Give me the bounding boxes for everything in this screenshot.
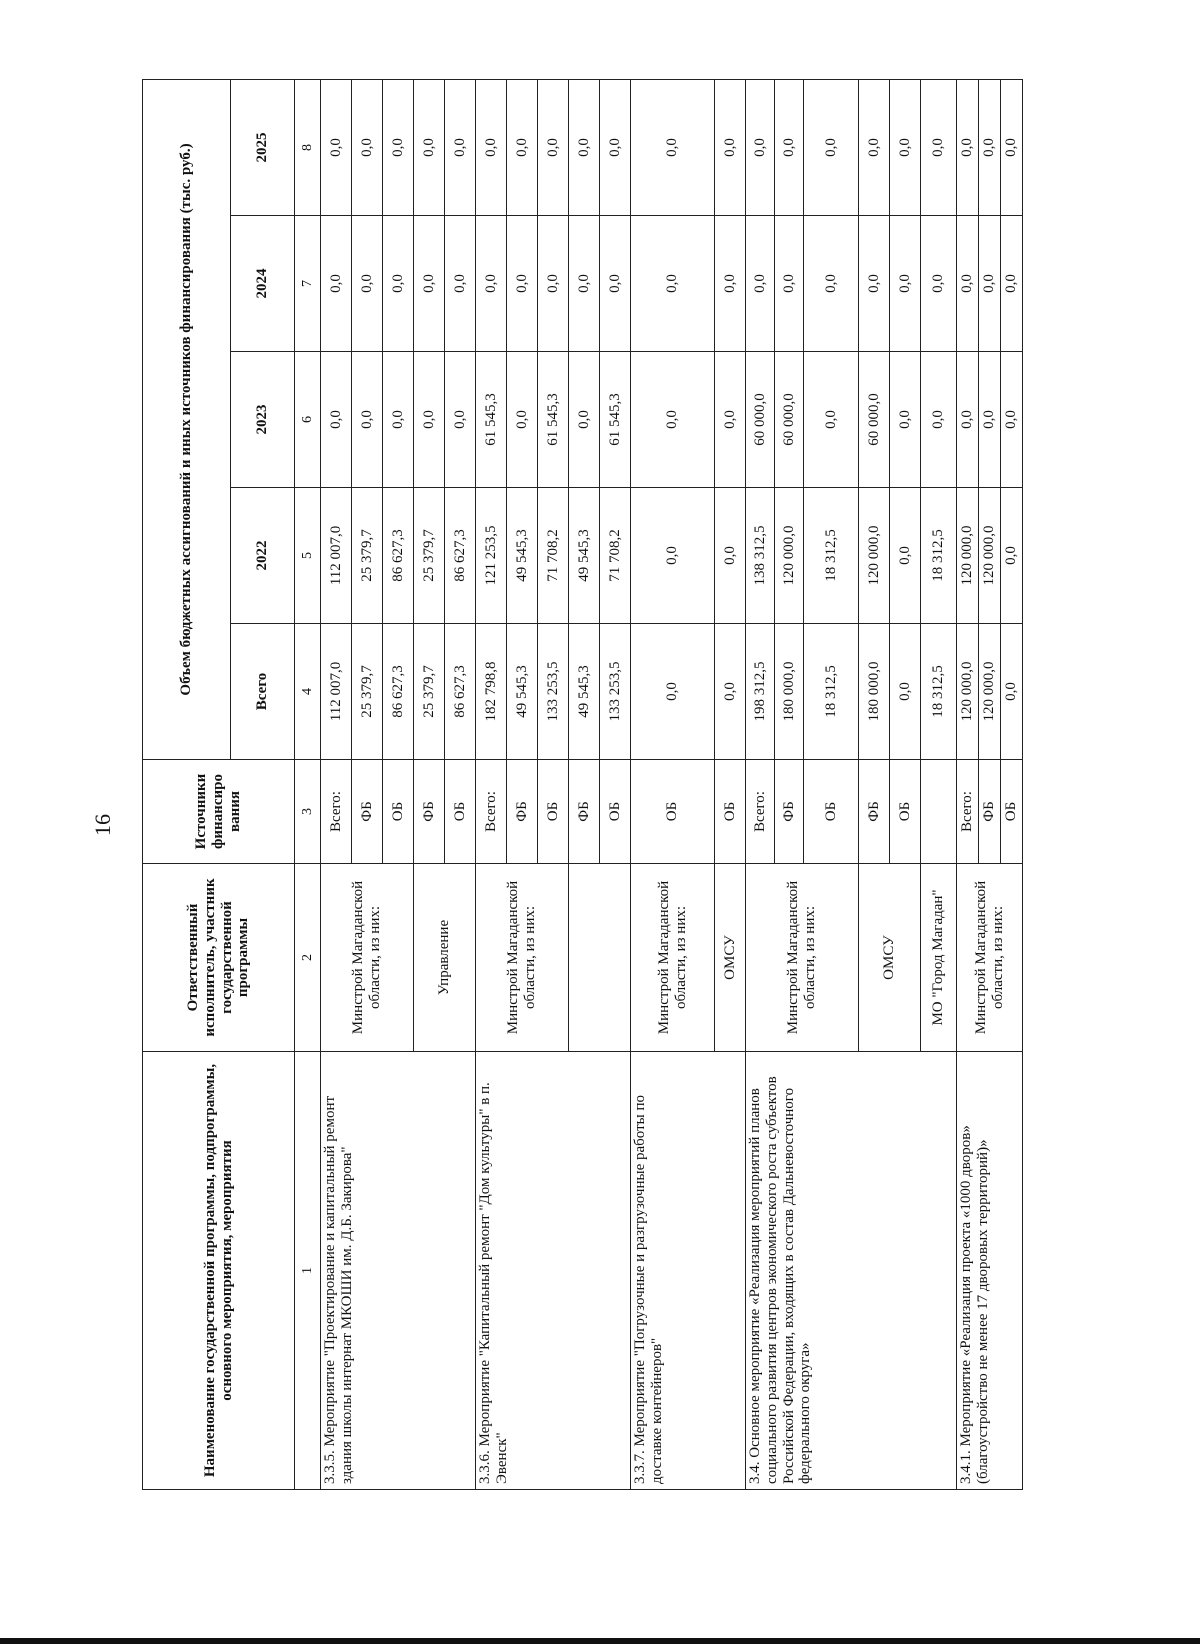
value-2022: 121 253,5 bbox=[476, 488, 507, 624]
executor: Минстрой Магаданской области, из них: bbox=[746, 864, 859, 1052]
value-2024: 0,0 bbox=[1001, 216, 1023, 352]
executor: Минстрой Магаданской области, из них: bbox=[631, 864, 715, 1052]
value-total: 112 007,0 bbox=[321, 624, 352, 760]
source: ОБ bbox=[890, 760, 921, 864]
value-2023: 0,0 bbox=[569, 352, 600, 488]
value-2024: 0,0 bbox=[804, 216, 859, 352]
value-total: 133 253,5 bbox=[538, 624, 569, 760]
value-2022: 138 312,5 bbox=[746, 488, 775, 624]
value-2024: 0,0 bbox=[890, 216, 921, 352]
header-name: Наименование государственной программы, подпрограммы, основного мероприятия, мероприятия bbox=[143, 1052, 295, 1490]
index-cell: 4 bbox=[295, 624, 321, 760]
value-2024: 0,0 bbox=[414, 216, 445, 352]
value-total: 0,0 bbox=[715, 624, 746, 760]
value-2022: 71 708,2 bbox=[538, 488, 569, 624]
value-2025: 0,0 bbox=[715, 80, 746, 216]
value-total: 198 312,5 bbox=[746, 624, 775, 760]
value-2025: 0,0 bbox=[538, 80, 569, 216]
value-2022: 25 379,7 bbox=[352, 488, 383, 624]
value-2025: 0,0 bbox=[507, 80, 538, 216]
value-2025: 0,0 bbox=[921, 80, 957, 216]
value-total: 133 253,5 bbox=[600, 624, 631, 760]
source: ОБ bbox=[1001, 760, 1023, 864]
table-row bbox=[631, 80, 715, 1490]
value-total: 18 312,5 bbox=[921, 624, 957, 760]
value-2025: 0,0 bbox=[352, 80, 383, 216]
financing-table bbox=[142, 79, 1023, 1490]
value-2023: 0,0 bbox=[414, 352, 445, 488]
value-2024: 0,0 bbox=[957, 216, 979, 352]
source: ФБ bbox=[859, 760, 890, 864]
value-2023: 0,0 bbox=[507, 352, 538, 488]
index-cell: 5 bbox=[295, 488, 321, 624]
value-2023: 0,0 bbox=[715, 352, 746, 488]
value-2024: 0,0 bbox=[352, 216, 383, 352]
value-2025: 0,0 bbox=[631, 80, 715, 216]
value-2022: 120 000,0 bbox=[957, 488, 979, 624]
value-total: 49 545,3 bbox=[507, 624, 538, 760]
value-2024: 0,0 bbox=[715, 216, 746, 352]
value-2022: 25 379,7 bbox=[414, 488, 445, 624]
value-total: 0,0 bbox=[1001, 624, 1023, 760]
value-total: 18 312,5 bbox=[804, 624, 859, 760]
value-2024: 0,0 bbox=[321, 216, 352, 352]
value-total: 0,0 bbox=[631, 624, 715, 760]
value-2022: 86 627,3 bbox=[383, 488, 414, 624]
header-executor: Ответственный исполнитель, участник государственной программы bbox=[143, 864, 295, 1052]
executor-empty bbox=[569, 864, 631, 1052]
value-2024: 0,0 bbox=[507, 216, 538, 352]
header-2024: 2024 bbox=[231, 216, 295, 352]
executor: ОМСУ bbox=[715, 864, 746, 1052]
executor: Минстрой Магаданской области, из них: bbox=[321, 864, 414, 1052]
value-2024: 0,0 bbox=[746, 216, 775, 352]
value-total: 120 000,0 bbox=[957, 624, 979, 760]
source: ФБ bbox=[352, 760, 383, 864]
scan-border-line bbox=[0, 1638, 1200, 1644]
value-2025: 0,0 bbox=[476, 80, 507, 216]
value-2025: 0,0 bbox=[957, 80, 979, 216]
value-2023: 0,0 bbox=[352, 352, 383, 488]
header-source: Источники финансиро вания bbox=[143, 760, 295, 864]
value-total: 25 379,7 bbox=[352, 624, 383, 760]
executor: МО "Город Магадан" bbox=[921, 864, 957, 1052]
value-2022: 120 000,0 bbox=[979, 488, 1001, 624]
value-2023: 0,0 bbox=[804, 352, 859, 488]
page-number: 16 bbox=[90, 814, 115, 836]
value-2022: 120 000,0 bbox=[775, 488, 804, 624]
value-2024: 0,0 bbox=[775, 216, 804, 352]
measure-name: 3.3.5. Мероприятие "Проектирование и капитальный ремонт здания школы интернат МКОШИ им. Д.Б. Закирова" bbox=[321, 1052, 476, 1490]
executor: Управление bbox=[414, 864, 476, 1052]
value-2025: 0,0 bbox=[600, 80, 631, 216]
value-total: 49 545,3 bbox=[569, 624, 600, 760]
value-2023: 61 545,3 bbox=[538, 352, 569, 488]
value-2023: 0,0 bbox=[1001, 352, 1023, 488]
index-cell: 7 bbox=[295, 216, 321, 352]
value-2024: 0,0 bbox=[859, 216, 890, 352]
value-2025: 0,0 bbox=[1001, 80, 1023, 216]
header-budget-group: Объем бюджетных ассигнований и иных источников финансирования (тыс. руб.) bbox=[143, 80, 231, 760]
value-2025: 0,0 bbox=[746, 80, 775, 216]
value-total: 120 000,0 bbox=[979, 624, 1001, 760]
value-2024: 0,0 bbox=[631, 216, 715, 352]
index-cell: 3 bbox=[295, 760, 321, 864]
value-2025: 0,0 bbox=[775, 80, 804, 216]
source: ОБ bbox=[445, 760, 476, 864]
value-2024: 0,0 bbox=[445, 216, 476, 352]
value-2025: 0,0 bbox=[979, 80, 1001, 216]
source: ФБ bbox=[775, 760, 804, 864]
value-2022: 112 007,0 bbox=[321, 488, 352, 624]
value-2023: 0,0 bbox=[921, 352, 957, 488]
source: ФБ bbox=[507, 760, 538, 864]
value-2022: 49 545,3 bbox=[507, 488, 538, 624]
source bbox=[921, 760, 957, 864]
value-2022: 86 627,3 bbox=[445, 488, 476, 624]
index-cell: 6 bbox=[295, 352, 321, 488]
value-2022: 0,0 bbox=[631, 488, 715, 624]
value-2024: 0,0 bbox=[979, 216, 1001, 352]
value-2023: 61 545,3 bbox=[476, 352, 507, 488]
measure-name: 3.3.6. Мероприятие "Капитальный ремонт "Дом культуры" в п. Эвенск" bbox=[476, 1052, 631, 1490]
source: ОБ bbox=[383, 760, 414, 864]
value-2023: 60 000,0 bbox=[775, 352, 804, 488]
value-2023: 0,0 bbox=[321, 352, 352, 488]
source: Всего: bbox=[321, 760, 352, 864]
measure-name: 3.4. Основное мероприятие «Реализация мероприятий планов социального развития центров экономического роста субъектов Российской Федерации, входящих в состав Дальневосточного федерального округа» bbox=[746, 1052, 957, 1490]
header-2022: 2022 bbox=[231, 488, 295, 624]
value-2025: 0,0 bbox=[804, 80, 859, 216]
value-2025: 0,0 bbox=[445, 80, 476, 216]
table-row bbox=[321, 80, 352, 1490]
value-2023: 60 000,0 bbox=[859, 352, 890, 488]
value-2022: 49 545,3 bbox=[569, 488, 600, 624]
value-2025: 0,0 bbox=[414, 80, 445, 216]
value-2025: 0,0 bbox=[859, 80, 890, 216]
value-2024: 0,0 bbox=[538, 216, 569, 352]
header-2025: 2025 bbox=[231, 80, 295, 216]
value-2025: 0,0 bbox=[383, 80, 414, 216]
table-row bbox=[476, 80, 507, 1490]
header-total: Всего bbox=[231, 624, 295, 760]
value-2023: 0,0 bbox=[957, 352, 979, 488]
executor: Минстрой Магаданской области, из них: bbox=[476, 864, 569, 1052]
source: ФБ bbox=[414, 760, 445, 864]
source: Всего: bbox=[746, 760, 775, 864]
value-2024: 0,0 bbox=[569, 216, 600, 352]
source: ОБ bbox=[538, 760, 569, 864]
value-2024: 0,0 bbox=[921, 216, 957, 352]
value-2022: 18 312,5 bbox=[921, 488, 957, 624]
value-2025: 0,0 bbox=[569, 80, 600, 216]
source: ФБ bbox=[979, 760, 1001, 864]
source: ФБ bbox=[569, 760, 600, 864]
source: ОБ bbox=[804, 760, 859, 864]
measure-name: 3.3.7. Мероприятие "Погрузочные и разгрузочные работы по доставке контейнеров" bbox=[631, 1052, 746, 1490]
value-total: 180 000,0 bbox=[859, 624, 890, 760]
value-2023: 0,0 bbox=[979, 352, 1001, 488]
source: ОБ bbox=[631, 760, 715, 864]
source: Всего: bbox=[476, 760, 507, 864]
value-2022: 71 708,2 bbox=[600, 488, 631, 624]
value-2023: 0,0 bbox=[445, 352, 476, 488]
header-2023: 2023 bbox=[231, 352, 295, 488]
value-2025: 0,0 bbox=[321, 80, 352, 216]
executor: Минстрой Магаданской области, из них: bbox=[957, 864, 1023, 1052]
index-cell: 1 bbox=[295, 1052, 321, 1490]
value-total: 0,0 bbox=[890, 624, 921, 760]
value-2022: 0,0 bbox=[890, 488, 921, 624]
value-2024: 0,0 bbox=[600, 216, 631, 352]
rotated-table-container bbox=[142, 80, 1020, 1490]
index-cell: 2 bbox=[295, 864, 321, 1052]
value-total: 180 000,0 bbox=[775, 624, 804, 760]
measure-name: 3.4.1. Мероприятие «Реализация проекта «1000 дворов» (благоустройство не менее 17 дворовых территорий)» bbox=[957, 1052, 1023, 1490]
value-total: 182 798,8 bbox=[476, 624, 507, 760]
table-row bbox=[957, 80, 979, 1490]
value-2023: 0,0 bbox=[890, 352, 921, 488]
value-2023: 61 545,3 bbox=[600, 352, 631, 488]
value-2025: 0,0 bbox=[890, 80, 921, 216]
value-2024: 0,0 bbox=[383, 216, 414, 352]
value-total: 86 627,3 bbox=[445, 624, 476, 760]
value-2023: 60 000,0 bbox=[746, 352, 775, 488]
index-row bbox=[295, 80, 321, 1490]
index-cell: 8 bbox=[295, 80, 321, 216]
source: Всего: bbox=[957, 760, 979, 864]
source: ОБ bbox=[715, 760, 746, 864]
value-2022: 0,0 bbox=[1001, 488, 1023, 624]
value-2022: 0,0 bbox=[715, 488, 746, 624]
value-total: 25 379,7 bbox=[414, 624, 445, 760]
executor: ОМСУ bbox=[859, 864, 921, 1052]
source: ОБ bbox=[600, 760, 631, 864]
value-2022: 120 000,0 bbox=[859, 488, 890, 624]
value-2024: 0,0 bbox=[476, 216, 507, 352]
value-2023: 0,0 bbox=[631, 352, 715, 488]
table-row bbox=[746, 80, 775, 1490]
value-total: 86 627,3 bbox=[383, 624, 414, 760]
value-2022: 18 312,5 bbox=[804, 488, 859, 624]
value-2023: 0,0 bbox=[383, 352, 414, 488]
